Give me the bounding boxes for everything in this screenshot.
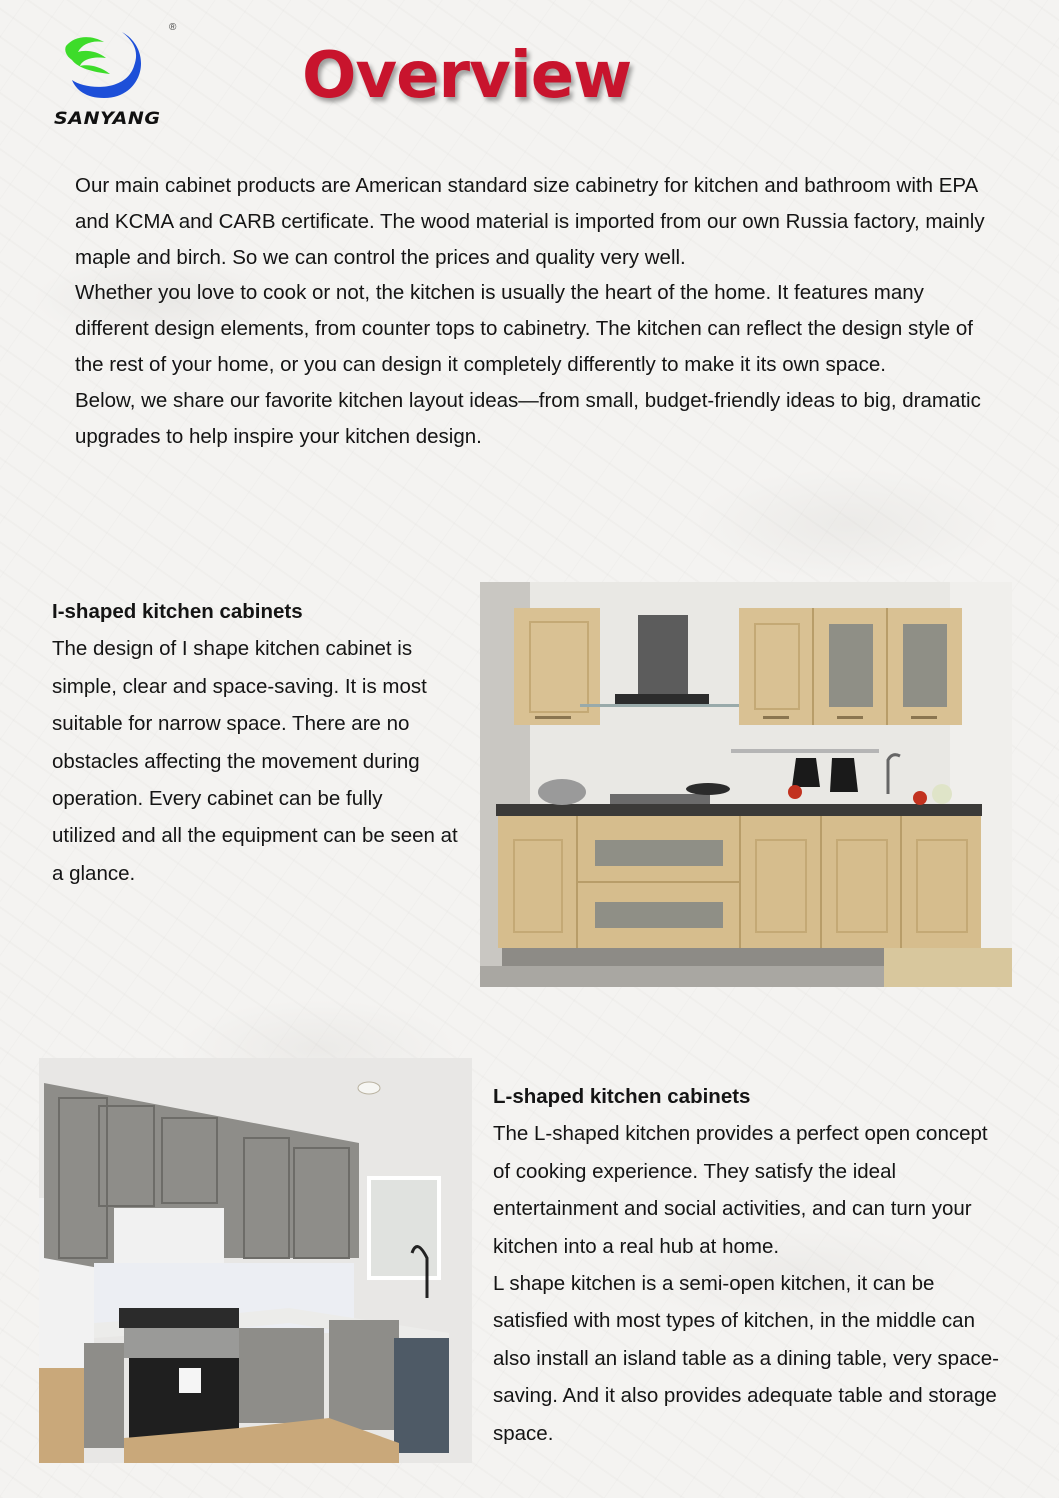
page-title: Overview (302, 39, 632, 113)
l-shaped-kitchen-photo (39, 1058, 472, 1463)
intro-paragraph: Below, we share our favorite kitchen layout ideas—from small, budget-friendly ideas to big, dramatic upgrades to help inspire your kitchen design. (75, 388, 981, 448)
brand-wordmark: SANYANG (54, 109, 161, 129)
sanyang-logo (26, 10, 196, 129)
section-body: The design of I shape kitchen cabinet is simple, clear and space-saving. It is most suitable for narrow space. There are no obstacles affecting the movement during operation. Every cabinet can be fully (52, 637, 427, 811)
intro-paragraph: Our main cabinet products are American standard size cabinetry for kitchen and bathroom with EPA and KCMA and CARB certificate. The wood material is imported from our own Russia factory, mainly maple and birch. So we can control the prices and quality very well. (75, 174, 985, 269)
section-heading: L-shaped kitchen cabinets (493, 1085, 751, 1108)
i-shaped-kitchen-photo (480, 582, 1012, 987)
l-shaped-section (493, 1078, 1003, 1452)
registered-mark: ® (169, 22, 177, 33)
kitchen-illustration-icon (39, 1058, 472, 1463)
i-shaped-section (52, 593, 462, 892)
section-body: utilized and all the equipment can be seen at a glance. (52, 824, 458, 885)
section-body: L shape kitchen is a semi-open kitchen, it can be satisfied with most types of kitchen, in the middle can also install an island table as a dining table, very space-saving. And it also provides adequate table and storage space. (493, 1272, 999, 1445)
kitchen-illustration-icon (480, 582, 1012, 987)
intro-text (75, 168, 995, 454)
section-heading: I-shaped kitchen cabinets (52, 600, 303, 623)
intro-paragraph: Whether you love to cook or not, the kitchen is usually the heart of the home. It features many different design elements, from counter tops to cabinetry. The kitchen can reflect the design style of the rest of your home, or you can design it completely differently to make it its own space. (75, 281, 973, 376)
section-body: The L-shaped kitchen provides a perfect open concept of cooking experience. They satisfy the ideal entertainment and social activities, and can turn your kitchen into a real hub at home. (493, 1122, 988, 1258)
